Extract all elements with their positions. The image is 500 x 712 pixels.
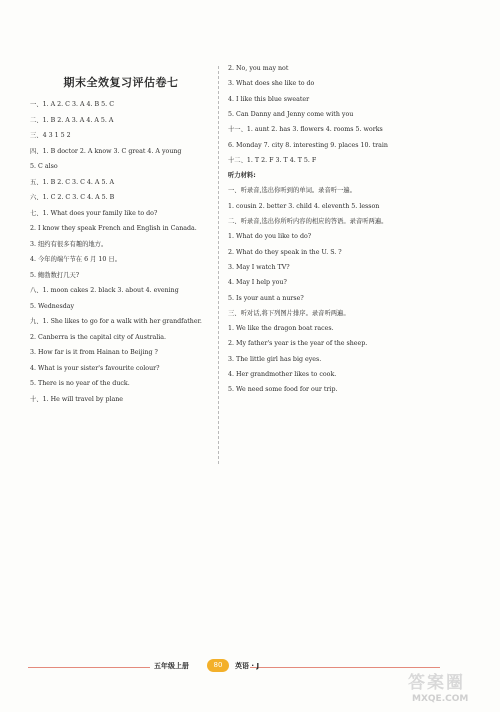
left-line-16: 2. Canberra is the capital city of Australia. [30, 333, 167, 341]
right-line-13: 2. What do they speak in the U. S. ? [228, 248, 342, 256]
left-line-6: 五、1. B 2. C 3. C 4. A 5. A [30, 178, 115, 186]
right-line-22: 5. We need some food for our trip. [228, 386, 338, 394]
right-line-12: 1. What do you like to do? [228, 233, 312, 241]
left-line-20: 十、1. He will travel by plane [30, 395, 124, 403]
right-line-19: 2. My father's year is the year of the sheep. [228, 340, 368, 348]
watermark-logo [408, 668, 494, 708]
footer-grade: 五年级上册 [154, 662, 189, 670]
right-line-15: 4. May I help you? [228, 279, 287, 287]
right-line-2: 3. What does she like to do [228, 80, 315, 88]
left-line-5: 5. C also [30, 163, 58, 170]
left-line-3: 三、4 3 1 5 2 [30, 132, 71, 139]
right-line-4: 5. Can Danny and Jenny come with you [228, 110, 354, 118]
page-number-badge: 80 [207, 659, 229, 672]
right-line-7: 十二、1. T 2. F 3. T 4. T 5. F [228, 156, 317, 164]
left-line-15: 九、1. She likes to go for a walk with her grandfather. [30, 318, 202, 325]
right-line-16: 5. Is your aunt a nurse? [228, 294, 304, 302]
watermark-main: 答案圈 [408, 673, 465, 693]
right-line-18: 1. We like the dragon boat races. [228, 325, 334, 333]
column-divider [218, 66, 219, 464]
left-line-11: 4. 今年的端午节在 6 月 10 日。 [30, 256, 122, 263]
right-line-21: 4. Her grandmother likes to cook. [228, 371, 337, 378]
right-line-17: 三、听对话,将下列图片排序。录音听两遍。 [228, 309, 350, 317]
right-line-8: 听力材料: [228, 172, 256, 180]
left-line-17: 3. How far is it from Hainan to Beijing ? [30, 349, 158, 356]
left-line-19: 5. There is no year of the duck. [30, 380, 130, 387]
right-line-10: 1. cousin 2. better 3. child 4. eleventh 5. lesson [228, 202, 380, 210]
right-line-1: 2. No, you may not [228, 65, 289, 72]
watermark-sub: MXQE.COM [412, 694, 469, 704]
right-line-14: 3. May I watch TV? [228, 263, 290, 271]
right-line-3: 4. I like this blue sweater [228, 95, 310, 103]
left-line-2: 二、1. B 2. A 3. A 4. A 5. A [30, 116, 114, 124]
page-title: 期末全效复习评估卷七 [63, 76, 179, 89]
left-line-10: 3. 纽约有很多有趣的地方。 [30, 240, 108, 248]
footer-subject: 英语 · J [235, 662, 260, 670]
left-line-13: 八、1. moon cakes 2. black 3. about 4. evening [30, 287, 179, 294]
left-line-14: 5. Wednesday [30, 302, 75, 310]
left-line-4: 四、1. B doctor 2. A know 3. C great 4. A young [30, 147, 182, 155]
left-line-7: 六、1. C 2. C 3. C 4. A 5. B [30, 194, 115, 201]
right-line-5: 十一、1. aunt 2. has 3. flowers 4. rooms 5. works [228, 126, 383, 134]
footer-rule-left [28, 667, 150, 668]
left-line-8: 七、1. What does your family like to do? [30, 209, 158, 217]
right-line-20: 3. The little girl has big eyes. [228, 355, 322, 363]
left-line-12: 5. 鲍勃数打几天? [30, 271, 80, 279]
right-line-6: 6. Monday 7. city 8. interesting 9. places 10. train [228, 141, 388, 149]
left-line-9: 2. I know they speak French and English in Canada. [30, 225, 197, 232]
left-line-18: 4. What is your sister's favourite colour? [30, 364, 160, 372]
right-line-11: 二、听录音,选出你所听内容的相应的答语。录音听两遍。 [228, 218, 388, 225]
right-line-9: 一、听录音,选出你听到的单词。录音听一遍。 [228, 187, 356, 195]
left-line-1: 一、1. A 2. C 3. A 4. B 5. C [30, 101, 115, 108]
